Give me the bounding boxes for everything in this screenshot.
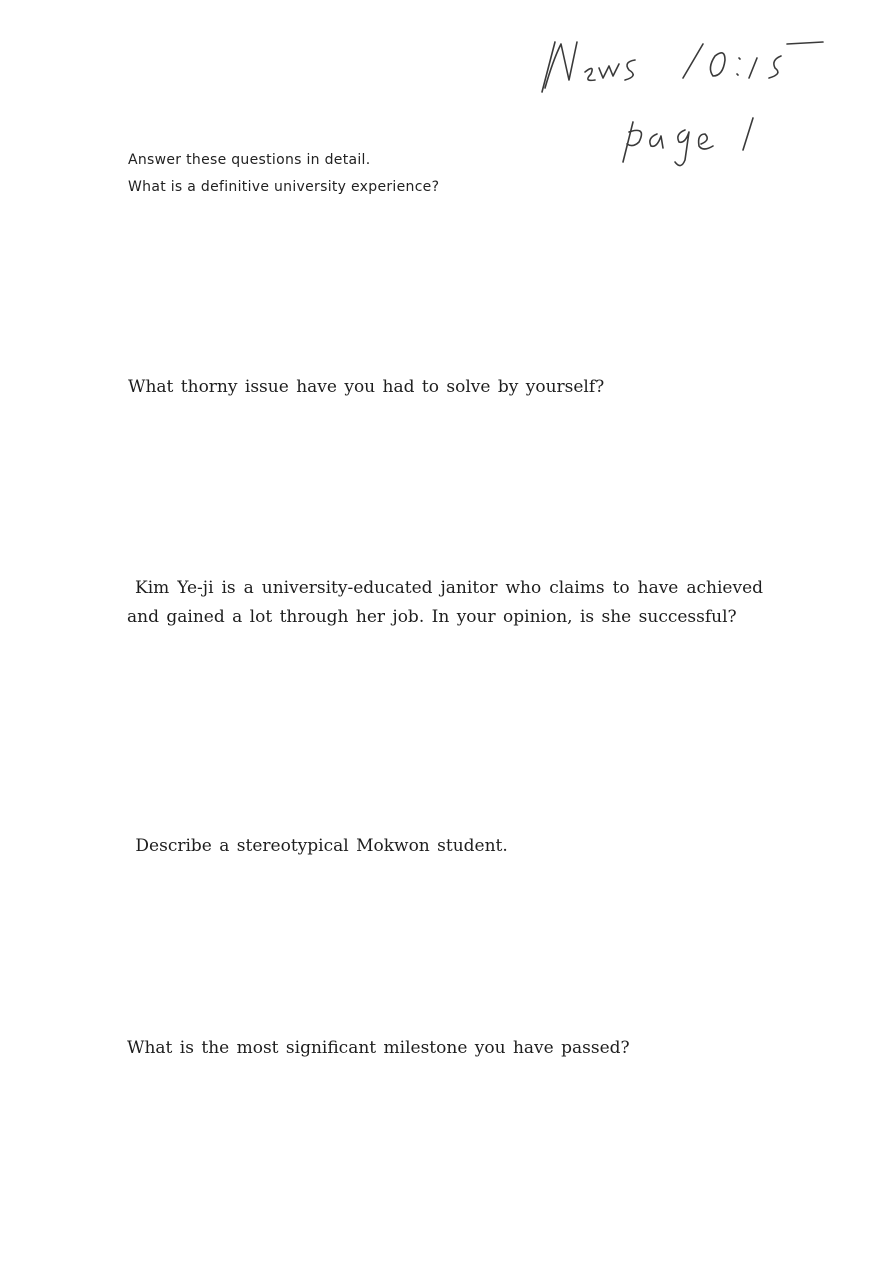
question-definitive-experience: What is a definitive university experience? <box>128 179 440 195</box>
handwritten-note-drawing <box>525 30 845 180</box>
question-mokwon-student: Describe a stereotypical Mokwon student. <box>128 836 508 856</box>
question-milestone: What is the most significant milestone you have passed? <box>127 1038 630 1058</box>
handwritten-note <box>525 30 845 180</box>
instruction-text: Answer these questions in detail. <box>128 152 371 168</box>
question-kim-yeji: Kim Ye-ji is a university-educated janitor who claims to have achieved and gained a lot through her job. In your opinion, is she successful? <box>127 578 771 627</box>
question-thorny-issue: What thorny issue have you had to solve by yourself? <box>128 377 605 397</box>
